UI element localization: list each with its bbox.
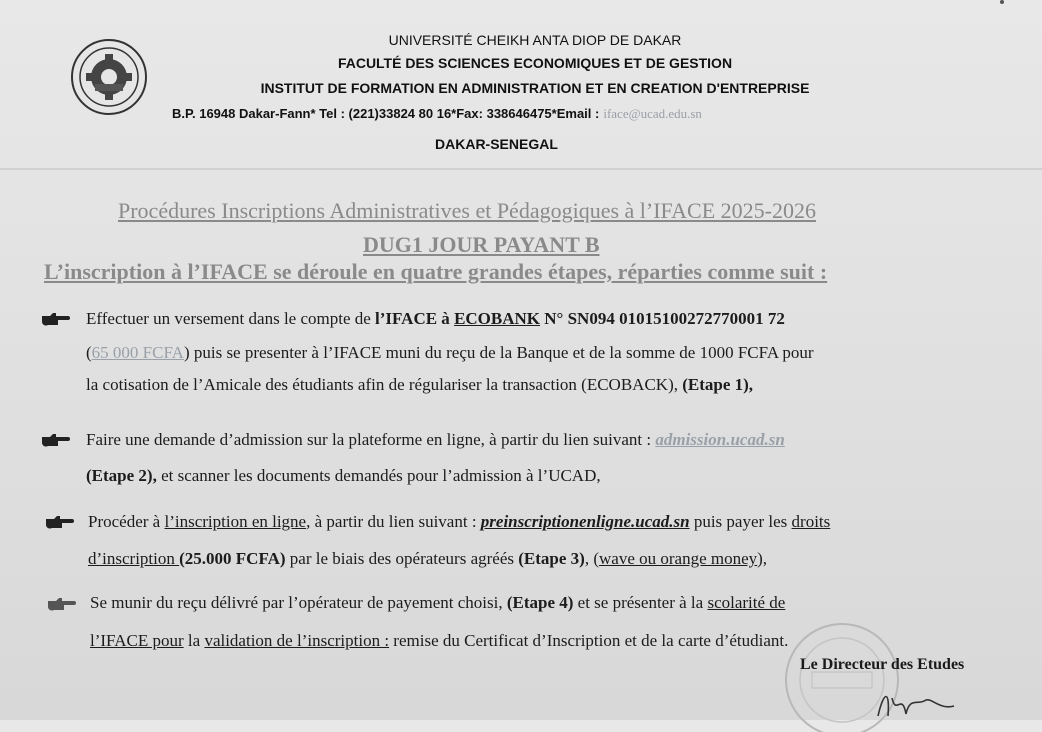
handwritten-signature bbox=[870, 686, 960, 720]
step3-online: l’inscription en ligne bbox=[164, 512, 307, 531]
step2-line2 bbox=[86, 466, 601, 486]
institute-name: INSTITUT DE FORMATION EN ADMINISTRATION ET EN CREATION D'ENTREPRISE bbox=[260, 80, 810, 96]
step3-text-b: , à partir du lien suivant : bbox=[306, 512, 481, 531]
step2-line1 bbox=[86, 430, 785, 450]
step3-line1 bbox=[88, 512, 830, 532]
pointing-hand-icon bbox=[46, 596, 76, 612]
step4-text-b: et se présenter à la bbox=[573, 593, 708, 612]
step1-text-b: l’IFACE à bbox=[375, 309, 455, 328]
step4-text-c: la bbox=[183, 631, 205, 650]
step2-text: Faire une demande d’admission sur la plateforme en ligne, à partir du lien suivant : bbox=[86, 430, 656, 449]
director-signature-label: Le Directeur des Etudes bbox=[800, 656, 965, 673]
step1-label: (Etape 1), bbox=[682, 375, 754, 394]
step4-text-d: remise du Certificat d’Inscription et de la carte d’étudiant. bbox=[389, 631, 789, 650]
step1-line1 bbox=[86, 309, 785, 329]
step3-text-e: , ( bbox=[584, 549, 599, 568]
step3-droits: droits bbox=[791, 512, 831, 531]
step1-line2-rest: ) puis se presenter à l’IFACE muni du reçu de la Banque et de la somme de 1000 FCFA pour bbox=[183, 343, 814, 362]
step4-validation: validation de l’inscription : bbox=[204, 631, 390, 650]
step1-text-a: Effectuer un versement dans le compte de bbox=[86, 309, 376, 328]
step3-text-f: ), bbox=[757, 549, 768, 568]
pointing-hand-icon bbox=[44, 514, 74, 530]
step4-line1 bbox=[90, 593, 785, 613]
document-title: Procédures Inscriptions Administratives et Pédagogiques à l’IFACE 2025-2026 bbox=[118, 198, 816, 223]
step3-text-c: puis payer les bbox=[689, 512, 792, 531]
step2-label: (Etape 2), bbox=[86, 466, 157, 485]
pointing-hand-icon bbox=[40, 432, 70, 448]
step3-inscription: d’inscription bbox=[88, 549, 180, 568]
program-subtitle: DUG1 JOUR PAYANT B bbox=[363, 232, 600, 257]
pointing-hand-icon bbox=[40, 311, 70, 327]
preinscription-link[interactable]: preinscriptionenligne.ucad.sn bbox=[480, 512, 690, 531]
page-fold bbox=[0, 168, 1042, 170]
step1-account: N° SN094 01015100272770001 72 bbox=[540, 309, 785, 328]
email-link[interactable]: iface@ucad.edu.sn bbox=[603, 106, 702, 121]
step4-text-a: Se munir du reçu délivré par l’opérateur de payement choisi, bbox=[90, 593, 507, 612]
contact-text: B.P. 16948 Dakar-Fann* Tel : (221)33824 80 16*Fax: 338646475*Email : bbox=[172, 106, 600, 121]
city-line: DAKAR-SENEGAL bbox=[435, 136, 558, 152]
step1-paren: ( bbox=[86, 343, 92, 362]
step4-iface: l’IFACE pour bbox=[90, 631, 184, 650]
step1-line3-text: la cotisation de l’Amicale des étudiants afin de régulariser la transaction (ECOBACK), bbox=[86, 375, 683, 394]
university-seal-logo bbox=[70, 38, 148, 116]
step4-line2 bbox=[90, 631, 788, 651]
step3-text-d: par le biais des opérateurs agréés bbox=[285, 549, 519, 568]
intro-line: L’inscription à l’IFACE se déroule en quatre grandes étapes, réparties comme suit : bbox=[44, 259, 828, 284]
step1-bank: ECOBANK bbox=[454, 309, 541, 328]
admission-link[interactable]: admission.ucad.sn bbox=[655, 430, 785, 449]
step3-text-a: Procéder à bbox=[88, 512, 165, 531]
contact-line bbox=[172, 106, 702, 122]
step3-fee: (25.000 FCFA) bbox=[179, 549, 286, 568]
speck bbox=[1000, 0, 1004, 4]
step4-label: (Etape 4) bbox=[506, 593, 574, 612]
step1-amount: 65 000 FCFA bbox=[91, 343, 184, 362]
university-name: UNIVERSITÉ CHEIKH ANTA DIOP DE DAKAR bbox=[388, 32, 682, 48]
step3-label: (Etape 3) bbox=[518, 549, 585, 568]
step3-line2 bbox=[88, 549, 767, 569]
step1-line3 bbox=[86, 375, 753, 395]
step3-operators: wave ou orange money bbox=[599, 549, 758, 568]
step2-line2-rest: et scanner les documents demandés pour l’admission à l’UCAD, bbox=[156, 466, 601, 485]
step4-scolarite: scolarité de bbox=[707, 593, 786, 612]
faculty-name: FACULTÉ DES SCIENCES ECONOMIQUES ET DE GESTION bbox=[337, 55, 733, 71]
step1-line2 bbox=[86, 343, 814, 363]
